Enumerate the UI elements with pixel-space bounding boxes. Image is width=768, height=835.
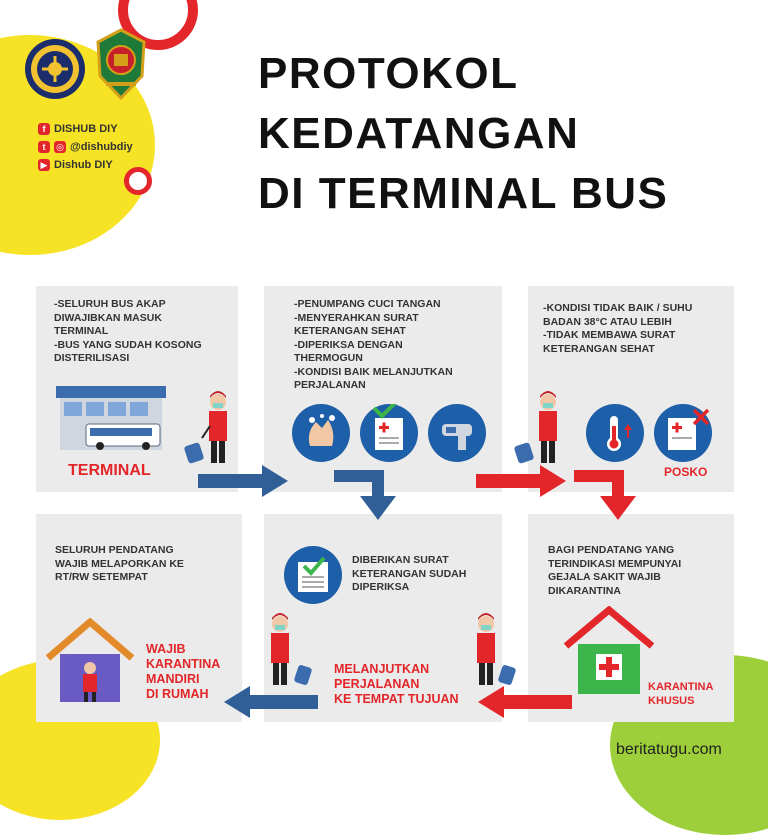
- social-youtube: [38, 156, 133, 174]
- traveler-icon: [182, 386, 242, 476]
- social-facebook: [38, 120, 133, 138]
- karantina-label: KARANTINA KHUSUS: [648, 681, 714, 707]
- facebook-icon: f: [38, 123, 50, 135]
- page-title: [258, 44, 668, 224]
- diy-emblem-logo: [92, 28, 150, 100]
- posko-text: -KONDISI TIDAK BAIK / SUHU BADAN 38°C ATAU LEBIH -TIDAK MEMBAWA SURAT KETERANGAN SEHAT: [543, 302, 693, 355]
- social-media-list: [38, 120, 133, 174]
- surat-text: DIBERIKAN SURAT KETERANGAN SUDAH DIPERIKSA: [352, 554, 467, 593]
- social-label: @dishubdiy: [70, 141, 133, 153]
- quarantine-house-icon: [560, 606, 658, 698]
- watermark: beritatugu.com: [616, 741, 722, 758]
- rumah-label: WAJIB KARANTINA MANDIRI DI RUMAH: [146, 642, 221, 701]
- arrow-right-red-icon: [476, 465, 568, 497]
- social-twitter-instagram: [38, 138, 133, 156]
- home-quarantine-icon: [44, 618, 136, 704]
- title-line: KEDATANGAN: [258, 109, 580, 158]
- title-line: DI TERMINAL BUS: [258, 169, 669, 218]
- thermogun-icon: [428, 404, 486, 462]
- arrow-down-icon: [334, 470, 404, 520]
- arrow-down-red-icon: [574, 470, 644, 520]
- terminal-building-icon: [56, 384, 166, 450]
- terminal-label: TERMINAL: [68, 462, 151, 479]
- arrow-right-icon: [198, 465, 290, 497]
- traveler-icon: [512, 386, 572, 476]
- health-certificate-icon: [360, 404, 418, 462]
- social-label: Dishub DIY: [54, 159, 113, 171]
- arrow-left-red-icon: [476, 686, 572, 718]
- instagram-icon: ◎: [54, 141, 66, 153]
- posko-label: POSKO: [664, 465, 708, 479]
- certificate-given-icon: [284, 546, 342, 604]
- no-certificate-icon: [654, 404, 712, 462]
- youtube-icon: ▶: [38, 159, 50, 171]
- check-text: -PENUMPANG CUCI TANGAN -MENYERAHKAN SURAT KETERANGAN SEHAT -DIPERIKSA DENGAN THERMOGUN -KONDISI BAIK MELANJUTKAN PERJALANAN: [294, 298, 453, 391]
- traveler-icon: [456, 608, 516, 698]
- traveler-icon: [256, 608, 316, 698]
- thermometer-icon: [586, 404, 644, 462]
- rumah-text: SELURUH PENDATANG WAJIB MELAPORKAN KE RT/RW SETEMPAT: [55, 544, 184, 583]
- arrow-left-icon: [222, 686, 318, 718]
- surat-label: MELANJUTKAN PERJALANAN KE TEMPAT TUJUAN: [334, 662, 459, 706]
- title-line: PROTOKOL: [258, 49, 519, 98]
- hand-wash-icon: [292, 404, 350, 462]
- twitter-icon: t: [38, 141, 50, 153]
- terminal-text: -SELURUH BUS AKAP DIWAJIBKAN MASUK TERMINAL -BUS YANG SUDAH KOSONG DISTERILISASI: [54, 298, 202, 364]
- social-label: DISHUB DIY: [54, 123, 118, 135]
- dishub-logo: [24, 38, 86, 100]
- karantina-text: BAGI PENDATANG YANG TERINDIKASI MEMPUNYAI GEJALA SAKIT WAJIB DIKARANTINA: [548, 544, 682, 597]
